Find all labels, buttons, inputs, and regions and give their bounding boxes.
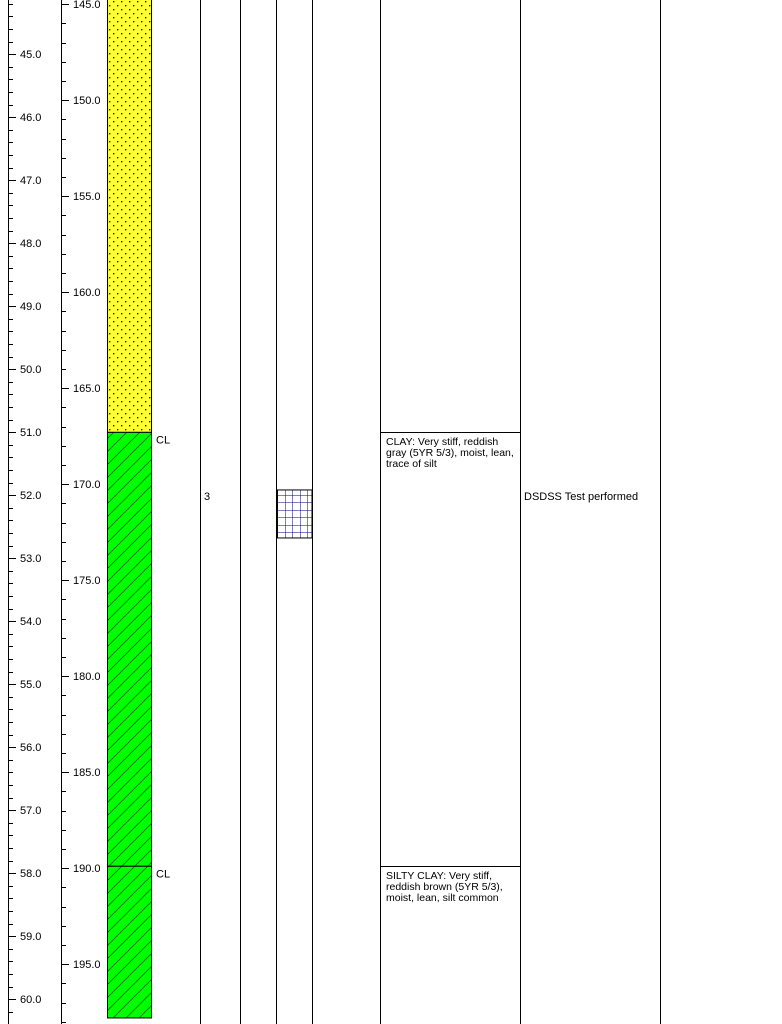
depth-ft-tick-label: 150.0	[73, 95, 101, 108]
depth-ft-tick-label: 175.0	[73, 575, 101, 588]
soil-description: CLAY: Very stiff, reddish gray (5YR 5/3), moist, lean, trace of silt	[386, 435, 514, 470]
depth-m-tick-label: 59.0	[20, 931, 42, 944]
depth-ft-tick-label: 160.0	[73, 287, 101, 300]
soil-description: SILTY CLAY: Very stiff, reddish brown (5YR 5/3), moist, lean, silt common	[386, 869, 503, 904]
depth-ft-tick-label: 145.0	[73, 0, 101, 12]
depth-m-tick-label: 45.0	[20, 49, 42, 62]
remark-text: DSDSS Test performed	[524, 490, 639, 503]
depth-m-tick-label: 54.0	[20, 616, 42, 629]
depth-ft-tick-label: 185.0	[73, 767, 101, 780]
lithology-unit-2	[108, 432, 152, 866]
depth-axis-feet	[61, 0, 101, 1024]
depth-ft-tick-label: 190.0	[73, 863, 101, 876]
depth-m-tick-label: 46.0	[20, 112, 42, 125]
depth-ft-tick-label: 195.0	[73, 959, 101, 972]
lithology-unit-1	[108, 0, 152, 432]
depth-m-tick-label: 56.0	[20, 742, 42, 755]
depth-ft-tick-label: 165.0	[73, 383, 101, 396]
uscs-label: CL	[156, 868, 171, 881]
depth-m-tick-label: 50.0	[20, 364, 42, 377]
depth-m-tick-label: 51.0	[20, 427, 42, 440]
sample-number: 3	[204, 490, 211, 503]
depth-ft-tick-label: 155.0	[73, 191, 101, 204]
remarks-column	[524, 491, 638, 503]
lithology-unit-3	[108, 866, 152, 1018]
depth-m-tick-label: 52.0	[20, 490, 42, 503]
depth-m-tick-label: 53.0	[20, 553, 42, 566]
lithology-column	[108, 0, 171, 1018]
depth-m-tick-label: 55.0	[20, 679, 42, 692]
depth-m-tick-label: 47.0	[20, 175, 42, 188]
depth-axis-meters	[8, 0, 41, 1024]
depth-ft-tick-label: 170.0	[73, 479, 101, 492]
depth-m-tick-label: 57.0	[20, 805, 42, 818]
sample-grid-symbol	[277, 490, 312, 538]
depth-ft-tick-label: 180.0	[73, 671, 101, 684]
depth-m-tick-label: 58.0	[20, 868, 42, 881]
sample-column	[204, 490, 312, 538]
uscs-label: CL	[156, 434, 171, 447]
depth-m-tick-label: 60.0	[20, 994, 42, 1007]
description-boundaries	[380, 433, 520, 867]
depth-m-tick-label: 49.0	[20, 301, 42, 314]
depth-m-tick-label: 48.0	[20, 238, 42, 251]
